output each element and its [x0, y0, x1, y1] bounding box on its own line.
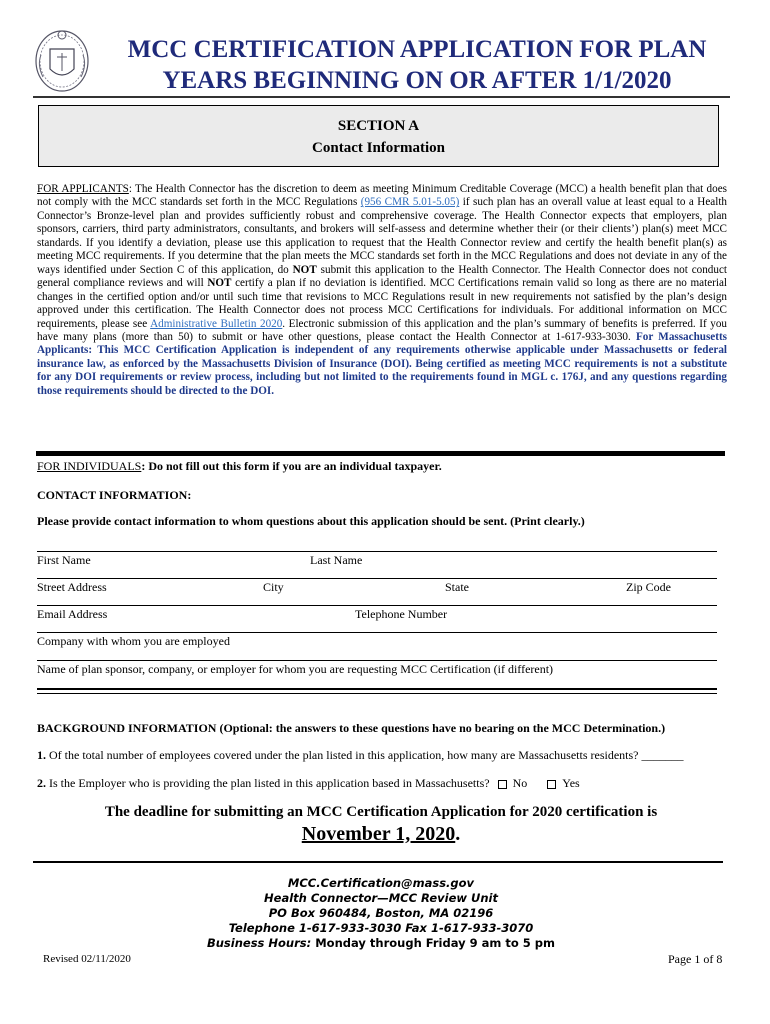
po-box: PO Box 960484, Boston, MA 02196 — [268, 906, 494, 920]
section-label: SECTION A — [337, 118, 420, 134]
business-hours — [36, 936, 726, 951]
company-line[interactable] — [37, 632, 717, 633]
question-1-text: Of the total number of employees covered under the plan listed in this application, how many are Massachusetts residents? _______ — [46, 748, 684, 762]
last-name-label: Last Name — [310, 553, 363, 567]
section-divider — [36, 451, 725, 456]
telephone-label: Telephone Number — [355, 607, 448, 621]
applicants-lead: FOR APPLICANTS — [37, 183, 129, 195]
review-unit: Health Connector—MCC Review Unit — [264, 891, 498, 905]
address-line[interactable] — [37, 578, 717, 579]
massachusetts-seal-icon — [33, 25, 91, 93]
name-line[interactable] — [37, 551, 717, 552]
section-a-header — [38, 105, 719, 167]
yes-label: Yes — [562, 776, 580, 790]
company-label: Company with whom you are employed — [37, 634, 230, 648]
hours-value: Monday through Friday 9 am to 5 pm — [311, 936, 556, 950]
deadline-date: November 1, 2020 — [301, 823, 456, 845]
revised-date: Revised 02/11/2020 — [43, 953, 131, 965]
question-2-number: 2. — [37, 776, 46, 790]
sponsor-line[interactable] — [37, 660, 717, 661]
section-subtitle: Contact Information — [312, 140, 445, 156]
question-2 — [37, 776, 580, 790]
sponsor-label: Name of plan sponsor, company, or employer for whom you are requesting MCC Certification (if different) — [37, 662, 554, 676]
no-label: No — [512, 776, 528, 790]
first-name-label: First Name — [37, 553, 91, 567]
email-label: Email Address — [37, 607, 108, 621]
title-divider — [33, 96, 730, 98]
intro-text-2: if such plan has an overall value at least equal to a Health Connector’s Bronze-level plan and provides sufficiently robust and comprehensive coverage. The Health Connector expects that employers, plan sponsors, carriers, third party administrators, consultants, and brokers will self-assess and determine whether their (or their clients’) plan(s) meet MCC standards. If you identify a deviation, please use this application to request that the Health Connector review and certify the health benefit plan(s) as meeting MCC requirements. If you determine that the plan meets the MCC standards set forth in the MCC Regulations and does not deviate in any of the ways identified under Section C of this application, do — [37, 196, 727, 276]
intro-text-1: : The Health Connector has the discretion to deem as meeting Minimum Creditable Coverage (MCC) a health benefit plan that does not comply with the MCC standards set forth in the MCC Regulations — [37, 183, 727, 209]
contact-email[interactable]: MCC.Certification@mass.gov — [287, 876, 475, 890]
deadline-date-line — [36, 822, 726, 846]
zip-code-label: Zip Code — [626, 580, 671, 594]
hours-label: Business Hours: — [206, 936, 312, 950]
individuals-lead: FOR INDIVIDUALS — [37, 459, 142, 473]
question-2-text: Is the Employer who is providing the plan listed in this application based in Massachusetts? — [46, 776, 490, 790]
not-emphasis-2: NOT — [207, 277, 232, 290]
deadline-period: . — [455, 823, 461, 845]
mailing-address-block — [36, 876, 726, 951]
yes-checkbox[interactable] — [547, 780, 556, 789]
individuals-notice — [37, 459, 442, 473]
administrative-bulletin-link[interactable]: Administrative Bulletin 2020 — [150, 317, 283, 330]
contact-divider-thin — [37, 693, 717, 694]
question-1 — [37, 748, 684, 762]
individuals-text: : Do not fill out this form if you are an individual taxpayer. — [141, 459, 442, 473]
email-phone-line[interactable] — [37, 605, 717, 606]
page-number: Page 1 of 8 — [668, 952, 723, 966]
state-label: State — [445, 580, 469, 594]
background-heading: BACKGROUND INFORMATION (Optional: the answers to these questions have no bearing on the MCC Determination.) — [37, 721, 666, 735]
not-emphasis-1: NOT — [292, 263, 317, 276]
question-1-number: 1. — [37, 748, 46, 762]
phone-fax: Telephone 1-617-933-3030 Fax 1-617-933-3070 — [228, 921, 534, 935]
no-checkbox[interactable] — [498, 780, 507, 789]
title-line-1: MCC CERTIFICATION APPLICATION FOR PLAN — [127, 36, 707, 63]
title-line-2: YEARS BEGINNING ON OR AFTER 1/1/2020 — [162, 67, 672, 94]
street-address-label: Street Address — [37, 580, 107, 594]
deadline-text: The deadline for submitting an MCC Certification Application for 2020 certification is — [104, 804, 658, 820]
mailing-divider — [33, 861, 723, 863]
intro-text-3: submit this application to the Health Connector. The Health Connector does not conduct general compliance reviews and will — [37, 263, 727, 290]
page-title — [102, 34, 732, 96]
intro-text-5: . Electronic submission of this application and the plan’s summary of benefits is preferred. If you have many plans (more than 50) to submit or have other questions, please contact the Health Connector at 1-617-933-3030. — [37, 317, 727, 343]
contact-instruction: Please provide contact information to whom questions about this application should be sent. (Print clearly.) — [37, 514, 585, 528]
contact-divider — [37, 688, 717, 690]
contact-heading: CONTACT INFORMATION: — [37, 488, 192, 502]
massachusetts-notice: For Massachusetts Applicants: This MCC Certification Application is independent of any requirements otherwise applicable under Massachusetts or federal insurance law, as enforced by the Massachusetts Division of Insurance (DOI). Being certified as meeting MCC requirements is not a substitute for any DOI requirements or review process, including but not limited to the requirements found in MGL c. 176J, and any questions regarding those requirements should be directed to the DOI. — [37, 330, 727, 397]
intro-text-4: certify a plan if no deviation is identified. MCC Certifications remain valid so long as there are no material changes in the certified option and/or until such time that revisions to MCC Regulations result in new requirements not satisfied by the plan’s design approved under this certification. The Health Connector does not process MCC Certifications for individuals. For additional information on MCC requirements, please see — [37, 277, 727, 330]
city-label: City — [263, 580, 284, 594]
regulations-link[interactable]: (956 CMR 5.01-5.05) — [360, 196, 460, 209]
applicants-paragraph — [37, 183, 727, 398]
